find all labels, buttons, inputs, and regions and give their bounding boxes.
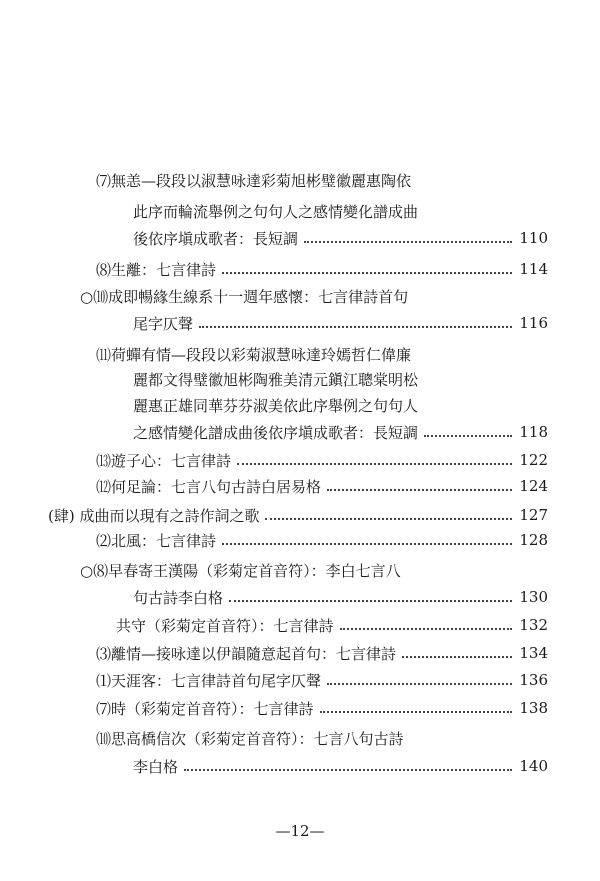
entry-page-number: 140	[519, 757, 548, 775]
entry-text: ⑻生離：七言律詩	[96, 260, 217, 279]
toc-entry	[0, 226, 600, 250]
entry-page-number: 118	[519, 423, 548, 441]
dot-leader	[229, 599, 512, 602]
dot-leader	[184, 768, 512, 771]
entry-text: 之感情變化譜成曲後依序塡成歌者：長短調	[133, 423, 419, 442]
entry-text: ⑶離情—接咏達以伊韻隨意起首句：七言律詩	[96, 644, 397, 663]
toc-entry	[0, 311, 600, 335]
toc-entry	[0, 585, 600, 609]
entry-text: ⑽思高橋信次（彩菊定首音符）：七言八句古詩	[96, 729, 404, 748]
entry-page-number: 130	[519, 588, 548, 606]
toc-entry	[0, 257, 600, 281]
toc-entry	[0, 420, 600, 444]
page-number: —12—	[275, 822, 325, 840]
dot-leader	[327, 682, 512, 685]
entry-text: ⑾荷蟬有情—段段以彩菊淑慧咏達玲嫣哲仁偉廉	[96, 345, 412, 364]
entry-page-number: 127	[519, 506, 548, 524]
dot-leader	[327, 488, 512, 491]
entry-text: ⑴天涯客：七言律詩首句尾字仄聲	[96, 671, 322, 690]
toc-entry	[0, 168, 600, 192]
entry-text: 共守（彩菊定首音符）：七言律詩	[116, 616, 334, 635]
entry-text: 麗都文得璧徽旭彬陶雅美清元鎭江聰棠明松	[133, 370, 419, 389]
toc-entry	[0, 448, 600, 472]
toc-entry	[0, 284, 600, 308]
entry-text: 李白格	[133, 757, 179, 776]
dot-leader	[237, 462, 512, 465]
entry-text: ○⑻早春寄王漢陽（彩菊定首音符）：李白七言八	[80, 561, 401, 580]
toc-entry	[0, 528, 600, 552]
entry-text: 句古詩李白格	[133, 588, 224, 607]
entry-page-number: 114	[519, 260, 548, 278]
entry-text: ⑵北風：七言律詩	[96, 531, 217, 550]
toc-entry	[0, 754, 600, 778]
entry-text: 此序而輪流舉例之句句人之感情變化譜成曲	[133, 202, 419, 221]
toc-entry	[0, 726, 600, 750]
entry-page-number: 136	[519, 671, 548, 689]
entry-text: (肆) 成曲而以現有之詩作詞之歌	[48, 506, 260, 525]
entry-text: ⑿何足論：七言八句古詩白居易格	[96, 477, 322, 496]
toc-entry	[0, 199, 600, 223]
toc-entry	[0, 613, 600, 637]
dot-leader	[304, 240, 512, 243]
entry-page-number: 138	[519, 699, 548, 717]
entry-text: ⑺時（彩菊定首音符）：七言律詩	[96, 699, 314, 718]
dot-leader	[340, 627, 512, 630]
entry-text: ⒀遊子心：七言律詩	[96, 451, 232, 470]
toc-entry	[0, 367, 600, 391]
dot-leader	[320, 710, 512, 713]
toc-entry	[0, 558, 600, 582]
entry-text: ⑺無恙—段段以淑慧咏達彩菊旭彬璧徽麗惠陶依	[96, 171, 412, 190]
toc-entry	[0, 342, 600, 366]
entry-page-number: 128	[519, 531, 548, 549]
entry-page-number: 110	[519, 229, 548, 247]
toc-entry	[0, 668, 600, 692]
dot-leader	[424, 434, 512, 437]
toc-entry	[0, 393, 600, 417]
dot-leader	[402, 655, 512, 658]
entry-page-number: 116	[519, 314, 548, 332]
entry-page-number: 134	[519, 644, 548, 662]
dot-leader	[199, 325, 512, 328]
toc-entry	[0, 474, 600, 498]
entry-text: 尾字仄聲	[133, 314, 194, 333]
entry-text: ○⑽成即暢緣生線系十一週年感懷：七言律詩首句	[80, 287, 409, 306]
entry-page-number: 132	[519, 616, 548, 634]
dot-leader	[222, 542, 512, 545]
entry-page-number: 124	[519, 477, 548, 495]
toc-entry	[0, 696, 600, 720]
toc-entry	[0, 641, 600, 665]
dot-leader	[222, 271, 512, 274]
dot-leader	[265, 517, 512, 520]
entry-text: 後依序塡成歌者：長短調	[133, 229, 299, 248]
toc-entry	[0, 503, 600, 527]
entry-text: 麗惠正雄同華芬芬淑美依此序舉例之句句人	[133, 396, 419, 415]
entry-page-number: 122	[519, 451, 548, 469]
